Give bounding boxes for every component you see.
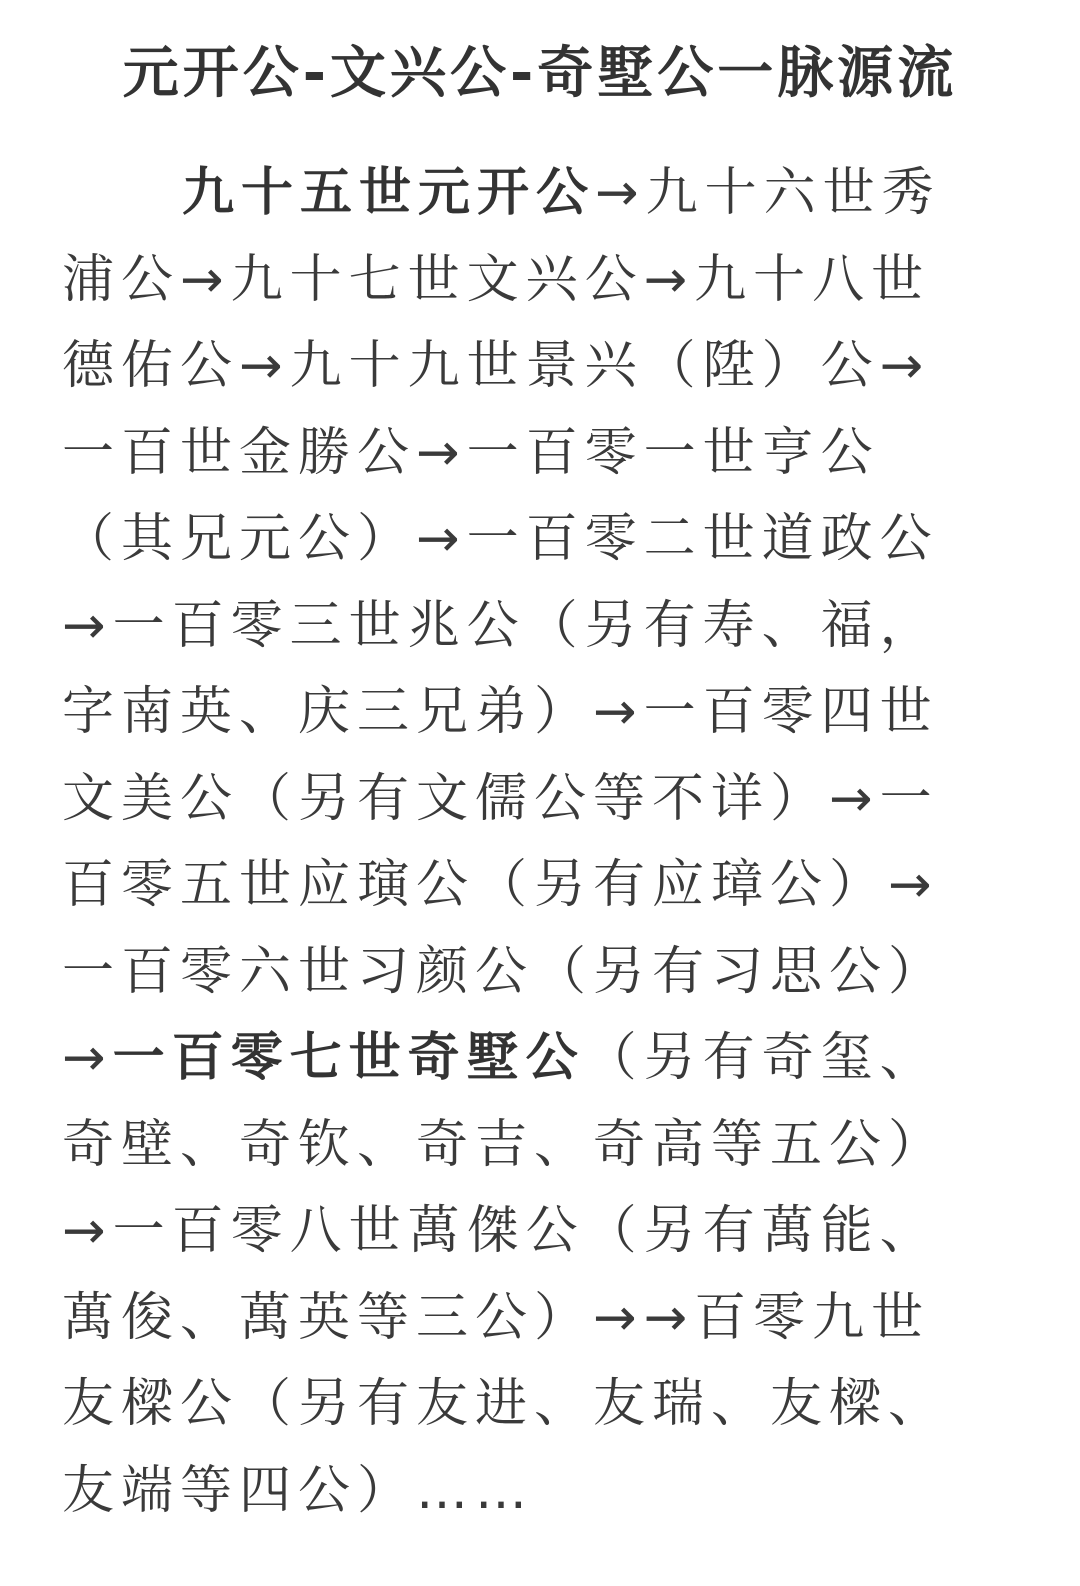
lineage-paragraph: [62, 150, 962, 1534]
lineage-chain-second: （另有奇玺、奇壁、奇钦、奇吉、奇高等五公）→一百零八世萬傑公（另有萬能、萬俊、萬英等三公）→→百零九世友樑公（另有友进、友瑞、友樑、友端等四公）……: [62, 1028, 948, 1521]
lineage-highlight-ancestor: 一百零七世奇墅公: [112, 1028, 585, 1088]
lineage-chain-first: →九十六世秀浦公→九十七世文兴公→九十八世德佑公→九十九世景兴（陞）公→一百世金勝公→一百零一世亨公（其兄元公）→一百零二世道政公→一百零三世兆公（另有寿、福，字南英、庆三兄弟）→一百零四世文美公（另有文儒公等不详）→一百零五世应璌公（另有应璋公）→一百零六世习颜公（另有习思公）: [62, 163, 948, 1002]
lineage-start-ancestor: 九十五世元开公: [182, 163, 596, 223]
lineage-arrow: →: [62, 1028, 113, 1088]
page-title: 元开公-文兴公-奇墅公一脉源流: [122, 41, 958, 106]
